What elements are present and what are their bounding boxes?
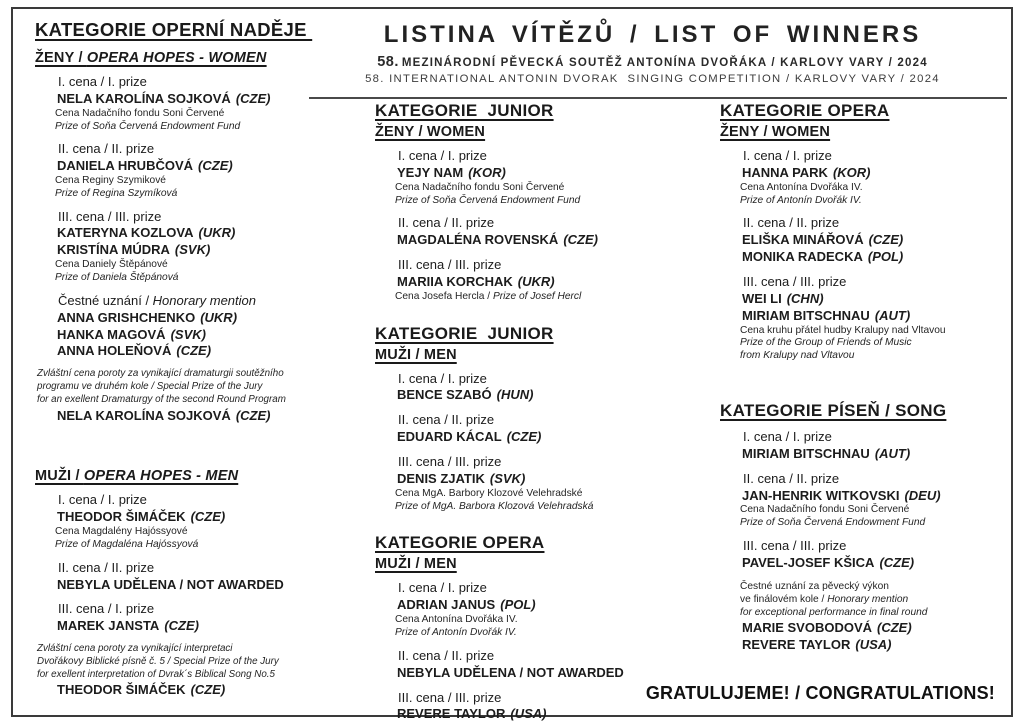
- sponsor-prize-line: [375, 614, 693, 627]
- sponsor-prize-line: [720, 195, 1015, 208]
- column-right: [720, 101, 1015, 654]
- text-segment: Zvláštní cena poroty za vynikající dramaturgii soutěžního: [37, 368, 284, 380]
- category-heading: KATEGORIE OPERA: [720, 101, 890, 120]
- country-code: (HUN): [496, 387, 534, 403]
- special-note-line: [720, 580, 1015, 593]
- winner-name: [35, 577, 333, 594]
- prize-label: [720, 538, 1015, 555]
- category-heading: KATEGORIE JUNIOR: [375, 101, 554, 120]
- prize-label: [35, 209, 333, 226]
- sponsor-prize-line: [720, 350, 1015, 363]
- winner-name-text: KATERYNA KOZLOVA: [57, 225, 194, 241]
- text-segment: MUŽI / MEN: [375, 346, 457, 363]
- subcategory-heading: [35, 468, 333, 484]
- winner-name-text: WEI LI: [742, 290, 782, 306]
- text-segment: III. cena / III. prize: [398, 257, 502, 273]
- special-note-line: [720, 593, 1015, 606]
- column-middle: [375, 101, 693, 723]
- text-segment: for exceptional performance in final round: [740, 607, 928, 619]
- category-heading: KATEGORIE OPERA: [375, 533, 545, 553]
- text-segment: II. cena / II. prize: [58, 141, 155, 157]
- winner-name: [375, 665, 693, 682]
- winner-name-text: ADRIAN JANUS: [397, 597, 496, 613]
- header: [308, 21, 997, 85]
- prize-label: [35, 141, 333, 158]
- prize-label: [375, 371, 693, 388]
- country-code: (AUT): [874, 307, 911, 323]
- winner-name: [35, 408, 333, 425]
- sponsor-prize-line: [375, 291, 693, 304]
- sponsor-prize-line: [35, 175, 333, 188]
- text-segment: Prize of Antonín Dvořák IV.: [395, 626, 517, 638]
- winner-name-text: NELA KAROLÍNA SOJKOVÁ: [57, 407, 231, 423]
- sponsor-prize-line: [35, 526, 333, 539]
- text-segment: Prize of Soňa Červená Endowment Fund: [740, 517, 926, 529]
- subtitle-english: 58. INTERNATIONAL ANTONIN DVORAK SINGING COMPETITION / KARLOVY VARY / 2024: [365, 73, 940, 85]
- winner-name: [35, 158, 333, 175]
- text-segment: Prize of the Group of Friends of Music: [740, 337, 912, 349]
- winner-name: [35, 682, 333, 699]
- prize-label: [720, 148, 1015, 165]
- country-code: (USA): [855, 637, 892, 653]
- text-segment: OPERA HOPES - WOMEN: [86, 50, 267, 66]
- text-segment: II. cena / II. prize: [398, 647, 495, 663]
- text-segment: Cena Nadačního fondu Soni Červené: [55, 107, 225, 119]
- text-segment: I. cena / I. prize: [398, 370, 487, 386]
- category-heading: KATEGORIE JUNIOR: [375, 323, 554, 343]
- country-code: (POL): [500, 597, 536, 613]
- text-segment: I. cena / I. prize: [58, 74, 147, 89]
- winner-name-text: NELA KAROLÍNA SOJKOVÁ: [57, 90, 231, 106]
- sponsor-prize-line: [375, 501, 693, 514]
- country-code: (CHN): [786, 290, 824, 306]
- winner-name-text: HANNA PARK: [742, 164, 828, 180]
- text-segment: Cena Magdalény Hajóssyové: [55, 526, 188, 538]
- winner-name-text: PAVEL-JOSEF KŠICA: [742, 554, 875, 570]
- country-code: (SVK): [170, 326, 206, 342]
- text-segment: I. cena / I. prize: [743, 148, 832, 163]
- text-segment: Cena Nadačního fondu Soni Červené: [395, 181, 565, 193]
- prize-label: [35, 74, 333, 91]
- category-block: [35, 468, 333, 699]
- country-code: (DEU): [904, 487, 941, 503]
- special-note-line: [35, 381, 333, 394]
- text-segment: II. cena / II. prize: [743, 215, 840, 231]
- country-code: (UKR): [198, 225, 236, 241]
- winner-name-text: BENCE SZABÓ: [397, 387, 492, 403]
- sponsor-prize-line: [720, 517, 1015, 530]
- sponsor-prize-line: [720, 325, 1015, 338]
- text-segment: Honorary mention: [152, 292, 256, 308]
- text-segment: ŽENY / WOMEN: [375, 124, 486, 140]
- text-segment: OPERA HOPES - MEN: [83, 468, 239, 485]
- text-segment: Cena MgA. Barbory Klozové Velehradské: [395, 487, 583, 499]
- prize-label: [720, 274, 1015, 291]
- winner-name: [35, 327, 333, 344]
- prize-label: [720, 215, 1015, 232]
- special-note-line: [720, 606, 1015, 619]
- winner-name-text: REVERE TAYLOR: [397, 706, 506, 722]
- winner-name: [375, 232, 693, 249]
- subtitle-czech: [308, 54, 997, 70]
- special-note-line: [35, 643, 333, 656]
- winner-name-text: ANNA HOLEŇOVÁ: [57, 343, 172, 359]
- winner-name: [35, 310, 333, 327]
- text-segment: I. cena / I. prize: [743, 428, 832, 444]
- text-segment: programu ve druhém kole / Special Prize of the Jury: [37, 381, 263, 393]
- winner-name: [375, 165, 693, 182]
- text-segment: I. cena / I. prize: [398, 580, 487, 596]
- sponsor-prize-line: [35, 188, 333, 201]
- subcategory-heading: [720, 124, 1015, 140]
- prize-label: [35, 492, 333, 509]
- category-block: [375, 101, 693, 304]
- column-left: [35, 19, 333, 699]
- text-segment: Honorary mention: [827, 593, 909, 605]
- text-segment: MUŽI /: [35, 468, 84, 485]
- subtitle-czech-text: MEZINÁRODNÍ PĚVECKÁ SOUTĚŽ ANTONÍNA DVOŘÁKA / KARLOVY VARY / 2024: [401, 57, 928, 69]
- text-segment: ŽENY / WOMEN: [720, 124, 831, 140]
- country-code: (CZE): [198, 158, 233, 174]
- winner-name-text: MAREK JANSTA: [57, 618, 160, 634]
- sponsor-prize-line: [35, 121, 333, 134]
- text-segment: Cena Daniely Štěpánové: [55, 259, 168, 271]
- country-code: (KOR): [468, 164, 506, 180]
- text-segment: Cena Antonína Dvořáka IV.: [740, 181, 863, 193]
- winner-name-text: MAGDALÉNA ROVENSKÁ: [397, 232, 559, 248]
- country-code: (SVK): [174, 242, 211, 258]
- special-note-line: [35, 394, 333, 407]
- text-segment: Čestné uznání /: [58, 292, 153, 308]
- winner-name-text: THEODOR ŠIMÁČEK: [57, 682, 186, 698]
- country-code: (UKR): [200, 309, 238, 325]
- text-segment: Prize of Regina Szymíková: [55, 187, 178, 199]
- prize-label: [375, 580, 693, 597]
- text-segment: I. cena / I. prize: [58, 492, 147, 508]
- winner-name: [375, 597, 693, 614]
- text-segment: II. cena / II. prize: [398, 215, 495, 231]
- sponsor-prize-line: [35, 108, 333, 121]
- prize-label: [720, 429, 1015, 446]
- winner-name-text: REVERE TAYLOR: [742, 637, 851, 653]
- sponsor-prize-line: [720, 182, 1015, 195]
- winner-name: [720, 249, 1015, 266]
- country-code: (AUT): [874, 445, 911, 461]
- winner-name: [375, 471, 693, 488]
- sponsor-prize-line: [375, 627, 693, 640]
- winner-name-text: NEBYLA UDĚLENA / NOT AWARDED: [397, 664, 624, 680]
- winner-name-text: NEBYLA UDĚLENA / NOT AWARDED: [57, 576, 284, 592]
- prize-label: [375, 412, 693, 429]
- text-segment: Prize of Magdaléna Hajóssyová: [55, 538, 199, 550]
- text-segment: III. cena / III. prize: [58, 208, 162, 224]
- winner-name: [720, 488, 1015, 505]
- sponsor-prize-line: [720, 337, 1015, 350]
- winner-name: [35, 242, 333, 259]
- winner-name-text: THEODOR ŠIMÁČEK: [57, 509, 186, 525]
- text-segment: I. cena / I. prize: [398, 148, 487, 163]
- subcategory-heading: [375, 556, 693, 572]
- header-divider: [309, 97, 1007, 99]
- prize-label: [375, 257, 693, 274]
- country-code: (CZE): [563, 232, 598, 248]
- special-note-line: [35, 368, 333, 381]
- prize-label: [375, 648, 693, 665]
- winner-name: [35, 225, 333, 242]
- page-title: LISTINA VÍTĚZŮ / LIST OF WINNERS: [383, 21, 922, 48]
- text-segment: MUŽI / MEN: [375, 556, 457, 573]
- winners-list-page: [11, 7, 1013, 722]
- country-code: (CZE): [506, 429, 542, 445]
- text-segment: Cena kruhu přátel hudby Kralupy nad Vltavou: [740, 324, 946, 336]
- winner-name: [720, 291, 1015, 308]
- sponsor-prize-line: [35, 272, 333, 285]
- text-segment: II. cena / II. prize: [743, 470, 840, 486]
- winner-name-text: MIRIAM BITSCHNAU: [742, 307, 870, 323]
- category-block: [720, 101, 1015, 363]
- winner-name: [720, 308, 1015, 325]
- text-segment: for exellent interpretation of Dvrak´s Biblical Song No.5: [37, 668, 275, 680]
- text-segment: III. cena / III. prize: [398, 454, 502, 470]
- sponsor-prize-line: [35, 259, 333, 272]
- country-code: (USA): [510, 706, 547, 722]
- sponsor-prize-line: [375, 195, 693, 208]
- subcategory-heading: [375, 347, 693, 363]
- text-segment: Prize of Soňa Červená Endowment Fund: [55, 120, 241, 132]
- winner-name: [720, 165, 1015, 182]
- winner-name-text: HANKA MAGOVÁ: [57, 326, 166, 342]
- country-code: (CZE): [190, 682, 226, 698]
- winner-name: [375, 274, 693, 291]
- category-block: [375, 324, 693, 514]
- text-segment: Cena Nadačního fondu Soni Červené: [740, 504, 910, 516]
- country-code: (CZE): [877, 620, 912, 636]
- text-segment: ve finálovém kole /: [740, 593, 828, 605]
- prize-label: [375, 148, 693, 165]
- text-segment: III. cena / III. prize: [743, 273, 847, 289]
- country-code: (SVK): [489, 471, 526, 487]
- sponsor-prize-line: [375, 488, 693, 501]
- winner-name-text: MARIE SVOBODOVÁ: [742, 620, 873, 636]
- winner-name: [35, 91, 333, 108]
- winner-name-text: KRISTÍNA MÚDRA: [57, 242, 170, 258]
- country-code: (CZE): [164, 618, 199, 634]
- text-segment: II. cena / II. prize: [398, 412, 495, 428]
- winner-name-text: MIRIAM BITSCHNAU: [742, 445, 870, 461]
- text-segment: for an exellent Dramaturgy of the second Round Program: [37, 393, 286, 405]
- winner-name-text: JAN-HENRIK WITKOVSKI: [742, 487, 900, 503]
- prize-label: [375, 454, 693, 471]
- category-block: [35, 19, 333, 424]
- country-code: (POL): [867, 249, 904, 265]
- text-segment: Zvláštní cena poroty za vynikající interpretaci: [37, 643, 233, 655]
- winner-name: [35, 343, 333, 360]
- sponsor-prize-line: [720, 504, 1015, 517]
- subcategory-heading: [35, 50, 333, 66]
- winner-name-text: MONIKA RADECKA: [742, 249, 863, 265]
- text-segment: Cena Josefa Hercla /: [395, 290, 493, 302]
- text-segment: Dvořákovy Biblické písně č. 5 / Special Prize of the Jury: [37, 655, 279, 667]
- text-segment: III. cena / III. prize: [743, 537, 847, 553]
- competition-number: 58.: [377, 54, 399, 70]
- prize-label: [35, 293, 333, 310]
- winner-name: [720, 637, 1015, 654]
- text-segment: ŽENY /: [35, 50, 87, 66]
- winner-name: [720, 232, 1015, 249]
- text-segment: III. cena / I. prize: [58, 601, 155, 617]
- country-code: (CZE): [235, 90, 271, 106]
- winner-name-text: MARIIA KORCHAK: [397, 273, 513, 289]
- text-segment: II. cena / II. prize: [58, 559, 155, 575]
- winner-name-text: EDUARD KÁCAL: [397, 429, 502, 445]
- winner-name-text: DANIELA HRUBČOVÁ: [57, 158, 194, 174]
- text-segment: Prize of Josef Hercl: [492, 290, 582, 302]
- winner-name-text: DENIS ZJATIK: [397, 471, 485, 487]
- text-segment: Prize of Antonín Dvořák IV.: [740, 194, 862, 206]
- sponsor-prize-line: [375, 182, 693, 195]
- text-segment: Prize of Soňa Červená Endowment Fund: [395, 194, 581, 206]
- winner-name: [35, 509, 333, 526]
- subcategory-heading: [375, 124, 693, 140]
- text-segment: III. cena / III. prize: [398, 689, 502, 705]
- text-segment: from Kralupy nad Vltavou: [740, 350, 855, 362]
- country-code: (UKR): [517, 273, 555, 289]
- country-code: (CZE): [235, 407, 271, 423]
- special-note-line: [35, 669, 333, 682]
- country-code: (KOR): [832, 164, 871, 180]
- winner-name-text: ANNA GRISHCHENKO: [57, 309, 196, 325]
- winner-name: [375, 706, 693, 723]
- sponsor-prize-line: [35, 539, 333, 552]
- winner-name: [720, 446, 1015, 463]
- winner-name-text: ELIŠKA MINÁŘOVÁ: [742, 232, 864, 248]
- country-code: (CZE): [190, 509, 226, 525]
- country-code: (CZE): [868, 232, 904, 248]
- winner-name: [375, 429, 693, 446]
- text-segment: Prize of MgA. Barbora Klozová Velehradská: [395, 500, 594, 512]
- category-heading: KATEGORIE OPERNÍ NADĚJE: [35, 19, 313, 40]
- text-segment: Čestné uznání za pěvecký výkon: [740, 580, 889, 592]
- prize-label: [375, 215, 693, 232]
- special-note-line: [35, 656, 333, 669]
- text-segment: Prize of Daniela Štěpánová: [55, 271, 179, 283]
- text-segment: Cena Antonína Dvořáka IV.: [395, 614, 518, 626]
- winner-name: [375, 387, 693, 404]
- prize-label: [35, 601, 333, 618]
- winner-name: [35, 618, 333, 635]
- winner-name: [720, 620, 1015, 637]
- prize-label: [720, 471, 1015, 488]
- prize-label: [35, 560, 333, 577]
- winner-name-text: YEJY NAM: [397, 164, 464, 180]
- congratulations-text: GRATULUJEME! / CONGRATULATIONS!: [645, 683, 995, 703]
- country-code: (CZE): [879, 554, 915, 570]
- text-segment: Cena Reginy Szymikové: [55, 175, 166, 187]
- winner-name: [720, 555, 1015, 572]
- category-block: [720, 401, 1015, 654]
- country-code: (CZE): [176, 343, 212, 359]
- category-heading: KATEGORIE PÍSEŇ / SONG: [720, 400, 947, 420]
